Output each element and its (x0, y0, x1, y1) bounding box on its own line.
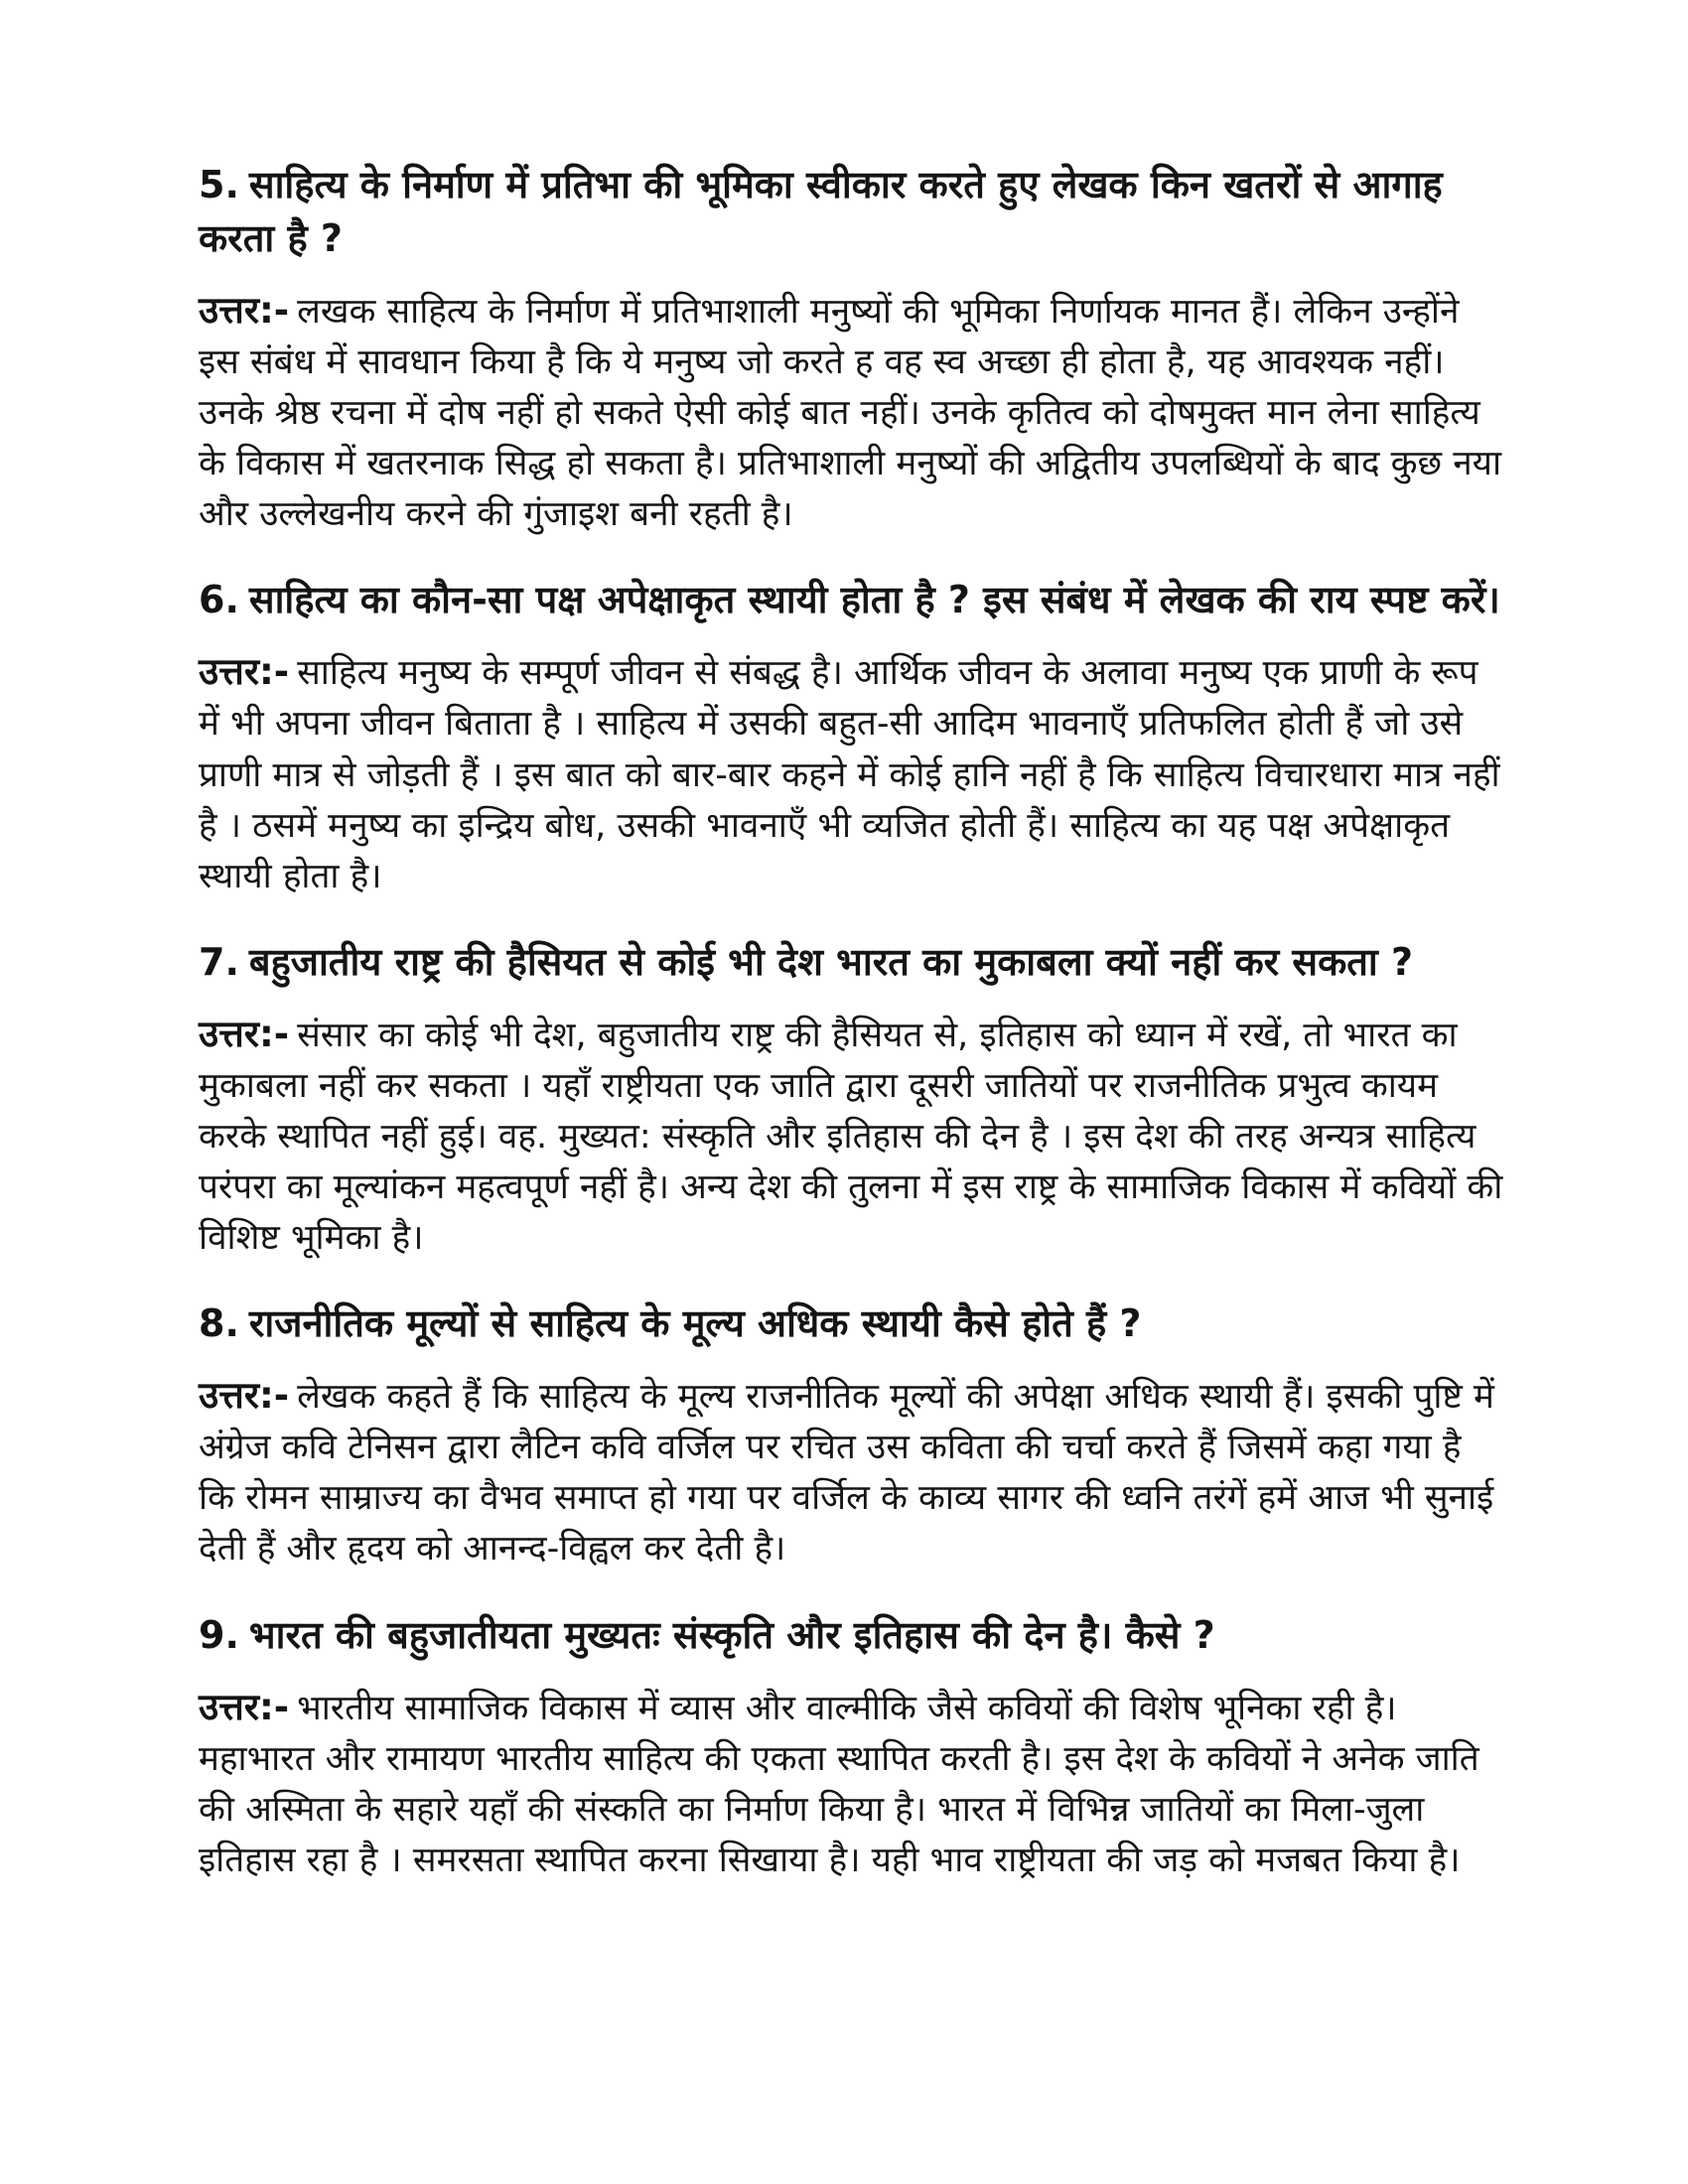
question-text: साहित्य के निर्माण में प्रतिभा की भूमिका स्वीकार करते हुए लेखक किन खतरों से आगाह करता है ? (199, 163, 1443, 260)
answer-label: उत्तर:- (199, 1374, 290, 1418)
answer-text: साहित्य मनुष्य के सम्पूर्ण जीवन से संबद्ध है। आर्थिक जीवन के अलावा मनुष्य एक प्राणी के रूप में भी अपना जीवन बिताता है । साहित्य में उसकी बहुत-सी आदिम भावनाएँ प्रतिफलित होती हैं जो उसे प्राणी मात्र से जोड़ती हैं । इस बात को बार-बार कहने में कोई हानि नहीं है कि साहित्य विचारधारा मात्र नहीं है । ठसमें मनुष्य का इन्द्रिय बोध, उसकी भावनाएँ भी व्यजित होती हैं। साहित्य का यह पक्ष अपेक्षाकृत स्थायी होता है। (199, 653, 1500, 896)
answer-text: लेखक कहते हैं कि साहित्य के मूल्य राजनीतिक मूल्यों की अपेक्षा अधिक स्थायी हैं। इसकी पुष्टि में अंग्रेज कवि टेनिसन द्वारा लैटिन कवि वर्जिल पर रचित उस कविता की चर्चा करते हैं जिसमें कहा गया है कि रोमन साम्राज्य का वैभव समाप्त हो गया पर वर्जिल के काव्य सागर की ध्वनि तरंगें हमें आज भी सुनाई देती हैं और हृदय को आनन्द-विह्वल कर देती है। (199, 1377, 1494, 1570)
answer-text: भारतीय सामाजिक विकास में व्यास और वाल्मीकि जैसे कवियों की विशेष भूनिका रही है। महाभारत और रामायण भारतीय साहित्य की एकता स्थापित करती है। इस देश के कवियों ने अनेक जाति की अस्मिता के सहारे यहाँ की संस्कति का निर्माण किया है। भारत में विभिन्न जातियों का मिला-जुला इतिहास रहा है । समरसता स्थापित करना सिखाया है। यही भाव राष्ट्रीयता की जड़ को मजबत किया है। (199, 1688, 1479, 1880)
question-number: 6. (199, 578, 239, 622)
answer-paragraph (199, 645, 1504, 901)
answer-label: उत्तर:- (199, 650, 290, 694)
question-text: साहित्य का कौन-सा पक्ष अपेक्षाकृत स्थायी होता है ? इस संबंध में लेखक की राय स्पष्ट करें। (248, 578, 1500, 622)
answer-text: संसार का कोई भी देश, बहुजातीय राष्ट्र की हैसियत से, इतिहास को ध्यान में रखें, तो भारत का मुकाबला नहीं कर सकता । यहाँ राष्ट्रीयता एक जाति द्वारा दूसरी जातियों पर राजनीतिक प्रभुत्व कायम करके स्थापित नहीं हुई। वह. मुख्यत: संस्कृति और इतिहास की देन है । इस देश की तरह अन्यत्र साहित्य परंपरा का मूल्यांकन महत्वपूर्ण नहीं है। अन्य देश की तुलना में इस राष्ट्र के सामाजिक विकास में कवियों की विशिष्ट भूमिका है। (199, 1015, 1503, 1259)
qa-section-6 (199, 574, 1504, 901)
question-number: 9. (199, 1612, 239, 1657)
question-heading (199, 1609, 1504, 1663)
qa-section-5 (199, 159, 1504, 540)
question-text: भारत की बहुजातीयता मुख्यतः संस्कृति और इतिहास की देन है। कैसे ? (248, 1612, 1215, 1657)
question-text: राजनीतिक मूल्यों से साहित्य के मूल्य अधिक स्थायी कैसे होते हैं ? (248, 1301, 1142, 1346)
answer-paragraph (199, 284, 1504, 540)
answer-text: लखक साहित्य के निर्माण में प्रतिभाशाली मनुष्यों की भूमिका निर्णायक मानत हैं। लेकिन उन्होंने इस संबंध में सावधान किया है कि ये मनुष्य जो करते ह वह स्व अच्छा ही होता है, यह आवश्यक नहीं। उनके श्रेष्ठ रचना में दोष नहीं हो सकते ऐसी कोई बात नहीं। उनके कृतित्व को दोषमुक्त मान लेना साहित्य के विकास में खतरनाक सिद्ध हो सकता है। प्रतिभाशाली मनुष्यों की अद्वितीय उपलब्धियों के बाद कुछ नया और उल्लेखनीय करने की गुंजाइश बनी रहती है। (199, 291, 1502, 535)
question-heading (199, 1297, 1504, 1351)
question-heading (199, 574, 1504, 627)
question-number: 7. (199, 939, 239, 984)
question-number: 5. (199, 163, 239, 206)
question-text: बहुजातीय राष्ट्र की हैसियत से कोई भी देश भारत का मुकाबला क्यों नहीं कर सकता ? (248, 939, 1414, 984)
qa-section-7 (199, 936, 1504, 1264)
question-number: 8. (199, 1301, 239, 1346)
qa-section-9 (199, 1609, 1504, 1886)
answer-label: उत्तर:- (199, 1012, 290, 1055)
question-heading (199, 936, 1504, 990)
answer-label: उत्तर:- (199, 1685, 290, 1728)
answer-paragraph (199, 1681, 1504, 1886)
qa-content (199, 159, 1504, 1894)
qa-section-8 (199, 1297, 1504, 1574)
answer-paragraph (199, 1008, 1504, 1264)
answer-label: उत्तर:- (199, 288, 290, 332)
answer-paragraph (199, 1369, 1504, 1574)
question-heading (199, 159, 1504, 266)
